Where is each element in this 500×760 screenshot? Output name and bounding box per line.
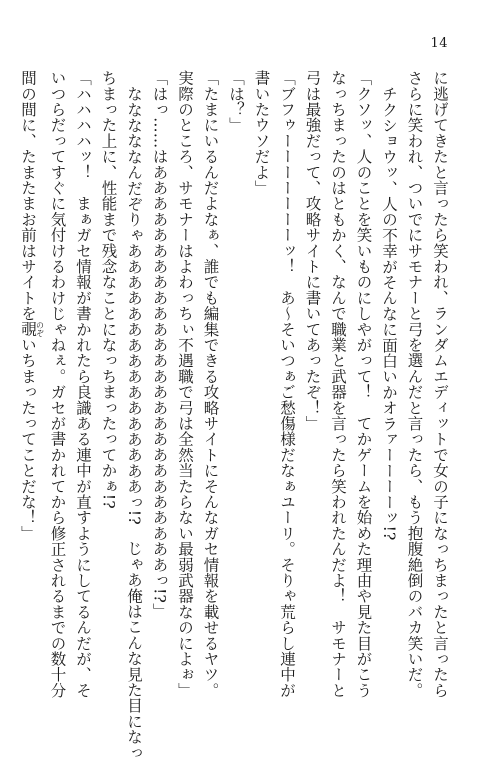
text-line-after: いちまったってことだな！」 (19, 336, 37, 542)
text-line-before: 間の間に、たまたまお前はサイトを (19, 70, 37, 322)
text-line: 「たまにいるんだよなぁ、誰でも編集できる攻略サイトにそんなガセ情報を載せるヤツ。 (201, 70, 220, 698)
text-line: 「クソッ、人のことを笑いものにしやがって！ てかゲームを始めた理由や見た目がこう (354, 70, 373, 698)
ruby-annotation: 覗のぞ (19, 320, 45, 338)
text-line: 「ブフゥーーーーーーーッ！ あ〜そいつぁご愁傷様だなぁユーリ。そりゃ荒らし連中が (278, 70, 296, 698)
text-line: いつらだってすぐに気付けるわけじゃねぇ。ガセが書かれてから修正されるまでの数十分 (48, 70, 67, 698)
vertical-text-body (19, 70, 452, 760)
text-line: さらに笑われ、ついでにサモナーと弓を選んだと言ったら、もう抱腹絶倒のバカ笑いだ。 (405, 70, 424, 698)
text-line: 弓は最強だって、攻略サイトに書いてあったぞ！」 (303, 70, 322, 432)
text-line: 書いたウソだよ」 (252, 70, 271, 196)
text-line: ちまった上に、性能まで残念なことになっちまったってかぁ!? (99, 70, 118, 509)
text-line-with-ruby (15, 70, 45, 670)
text-line: なっちまったのはともかく、なんで職業と武器を言ったら笑われたんだよ！ サモナーと (329, 70, 347, 698)
text-line: 「ハハハハッ！ まぁガセ情報が書かれたら良識ある連中が直すようにしてるんだが、そ (74, 70, 92, 698)
text-line: 「はっ……はああああああああああああああああああああああああああっ!?」 (150, 70, 169, 619)
page-number: 14 (430, 36, 448, 51)
text-line: に逃げてきたと言ったら笑われ、ランダムエディットで女の子になっちまったと言ったら (431, 70, 449, 698)
text-line: チクショウッ、人の不幸がそんなに面白いかオラァーーーーッ!? (380, 85, 398, 541)
text-line: 実際のところ、サモナーはよわっちぃ不遇職で弓は全然当たらない最弱武器なのによぉ」 (176, 70, 194, 698)
text-line: 「は？」 (227, 70, 245, 133)
text-line: なななななんだぞりゃああああああああああああああああっ!? じゃあ俺はこんな見た目になっ (125, 85, 143, 760)
